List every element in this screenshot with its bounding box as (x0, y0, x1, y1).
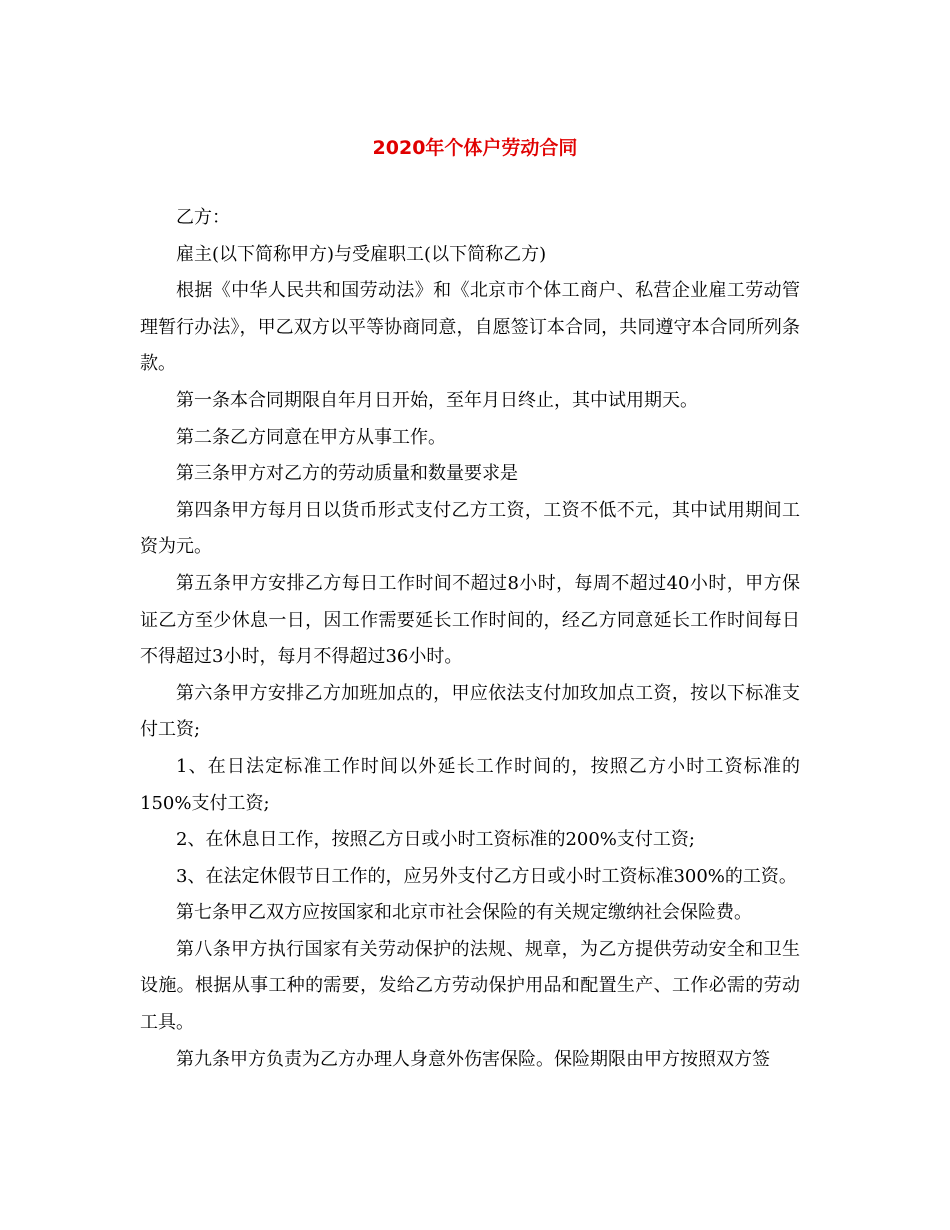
paragraph-basis: 根据《中华人民共和国劳动法》和《北京市个体工商户、私营企业雇工劳动管理暂行办法》，甲乙双方以平等协商同意，自愿签订本合同，共同遵守本合同所列条款。 (140, 280, 800, 375)
paragraph-article-3: 第三条甲方对乙方的劳动质量和数量要求是 (176, 463, 518, 485)
paragraph-item-3: 3、在法定休假节日工作的，应另外支付乙方日或小时工资标准300%的工资。 (176, 865, 797, 887)
paragraph-article-4: 第四条甲方每月日以货币形式支付乙方工资，工资不低不元，其中试用期间工资为元。 (140, 499, 800, 558)
paragraph-article-7: 第七条甲乙双方应按国家和北京市社会保险的有关规定缴纳社会保险费。 (176, 902, 752, 924)
document-body (140, 200, 800, 1078)
paragraph-item-2: 2、在休息日工作，按照乙方日或小时工资标准的200%支付工资; (176, 829, 695, 851)
paragraph-article-5: 第五条甲方安排乙方每日工作时间不超过8小时，每周不超过40小时，甲方保证乙方至少休息一日，因工作需要延长工作时间的，经乙方同意延长工作时间每日不得超过3小时，每月不得超过36小时。 (140, 572, 800, 668)
paragraph-article-2: 第二条乙方同意在甲方从事工作。 (176, 426, 446, 448)
paragraph-item-1: 1、在日法定标准工作时间以外延长工作时间的，按照乙方小时工资标准的150%支付工资; (140, 755, 800, 814)
paragraph-article-9: 第九条甲方负责为乙方办理人身意外伤害保险。保险期限由甲方按照双方签 (176, 1048, 770, 1070)
paragraph-party-b: 乙方： (176, 207, 230, 228)
paragraph-article-1: 第一条本合同期限自年月日开始，至年月日终止，其中试用期天。 (176, 389, 698, 411)
paragraph-article-6: 第六条甲方安排乙方加班加点的，甲应依法支付加玫加点工资，按以下标准支付工资; (140, 682, 800, 741)
paragraph-article-8: 第八条甲方执行国家有关劳动保护的法规、规章，为乙方提供劳动安全和卫生设施。根据从事工种的需要，发给乙方劳动保护用品和配置生产、工作必需的劳动工具。 (140, 938, 800, 1034)
document-title: 2020年个体户劳动合同 (372, 137, 578, 159)
paragraph-parties: 雇主(以下简称甲方)与受雇职工(以下简称乙方) (176, 243, 547, 265)
